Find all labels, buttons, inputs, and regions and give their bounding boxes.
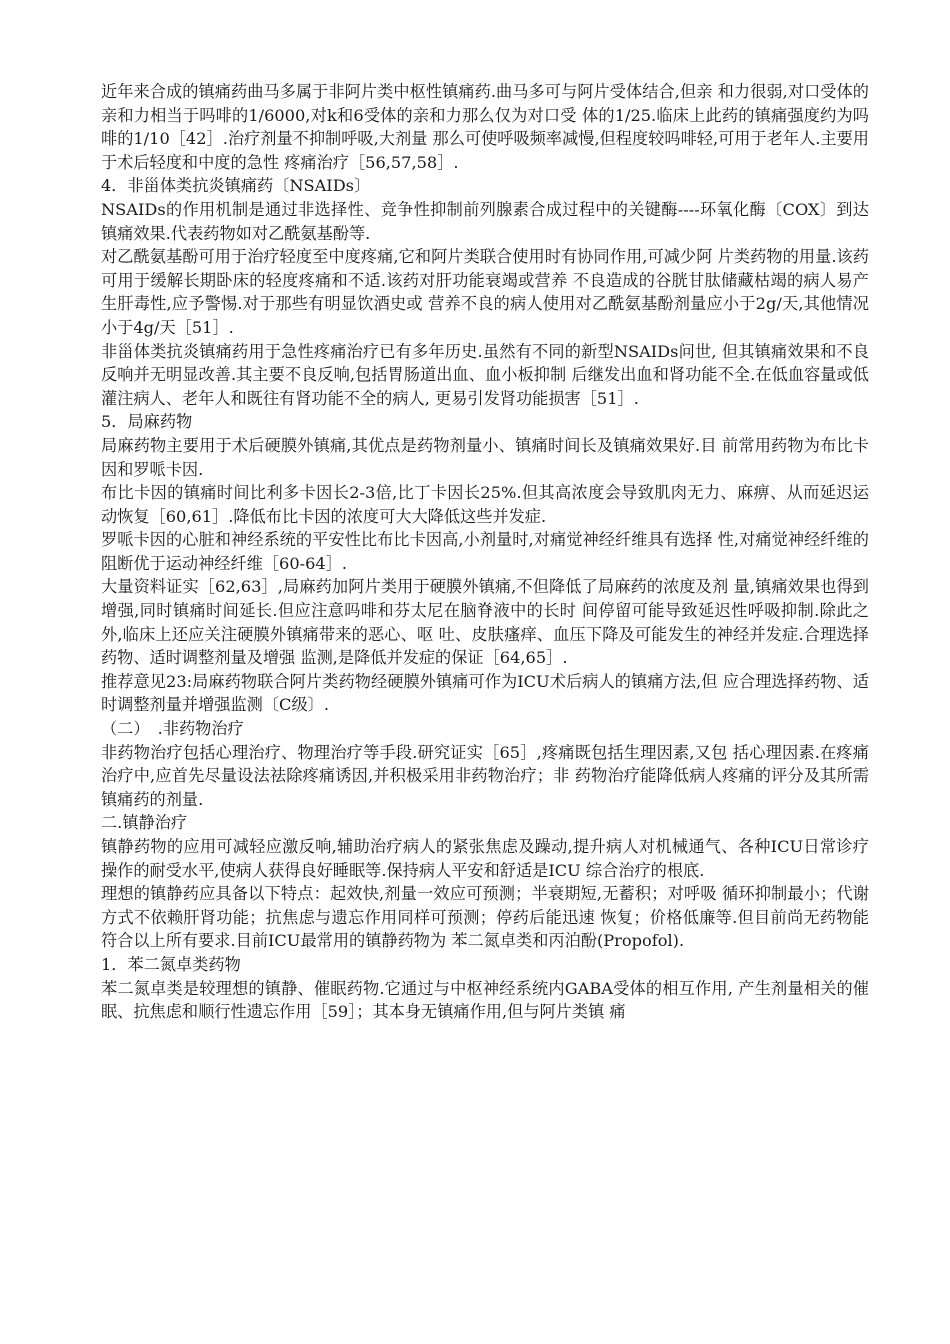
paragraph-nsaids-mechanism: NSAIDs的作用机制是通过非选择性、竞争性抑制前列腺素合成过程中的关键酶----环氧化酶〔COX〕到达镇痛效果.代表药物如对乙酰氨基酚等. xyxy=(101,199,869,243)
paragraph-sedation-intro: 镇静药物的应用可减轻应激反响,辅助治疗病人的紧张焦虑及躁动,提升病人对机械通气、各种ICU日常诊疗操作的耐受水平,使病人获得良好睡眠等.保持病人平安和舒适是ICU 综合治疗的根底. xyxy=(101,837,869,880)
paragraph-ropivacaine: 罗哌卡因的心脏和神经系统的平安性比布比卡因高,小剂量时,对痛觉神经纤维具有选择 性,对痛觉神经纤维的阻断优于运动神经纤维［60-64］. xyxy=(101,530,869,573)
heading-nsaids: 4．非甾体类抗炎镇痛药〔NSAIDs〕 xyxy=(101,176,371,196)
paragraph-recommendation-23: 推荐意见23:局麻药物联合阿片类药物经硬膜外镇痛可作为ICU术后病人的镇痛方法,但 应合理选择药物、适时调整剂量并增强监测〔C级〕. xyxy=(101,671,869,715)
paragraph-benzodiazepines: 苯二氮卓类是较理想的镇静、催眠药物.它通过与中枢神经系统内GABA受体的相互作用, 产生剂量相关的催眠、抗焦虑和顺行性遗忘作用［59］；其本身无镇痛作用,但与阿片类镇 痛 xyxy=(101,978,869,1022)
paragraph-nsaids-effects: 非甾体类抗炎镇痛药用于急性疼痛治疗已有多年历史.虽然有不同的新型NSAIDs问世, 但其镇痛效果和不良反响并无明显改善.其主要不良反响,包括胃肠道出血、血小板抑制 后继发出血和肾功能不全.在低血容量或低灌注病人、老年人和既往有肾功能不全的病人, 更易引发肾功能损害［51］. xyxy=(101,341,869,408)
document-body xyxy=(101,80,869,1024)
paragraph-local-anesthetics: 局麻药物主要用于术后硬膜外镇痛,其优点是药物剂量小、镇痛时间长及镇痛效果好.目 前常用药物为布比卡因和罗哌卡因. xyxy=(101,435,869,479)
paragraph-acetaminophen: 对乙酰氨基酚可用于治疗轻度至中度疼痛,它和阿片类联合使用时有协同作用,可减少阿 片类药物的用量.该药可用于缓解长期卧床的轻度疼痛和不适.该药对肝功能衰竭或营养 不良造成的谷胱甘肽储藏枯竭的病人易产生肝毒性,应予警惕.对于那些有明显饮酒史或 营养不良的病人使用对乙酰氨基酚剂量应小于2g/天,其他情况小于4g/天［51］. xyxy=(101,247,869,337)
paragraph-tramadol: 近年来合成的镇痛药曲马多属于非阿片类中枢性镇痛药.曲马多可与阿片受体结合,但亲 和力很弱,对口受体的亲和力相当于吗啡的1/6000,对k和6受体的亲和力那么仅为对口受 体的1/25.临床上此药的镇痛强度约为吗啡的1/10［42］.治疗剂量不抑制呼吸,大剂量 那么可使呼吸频率减慢,但程度较吗啡轻,可用于老年人.主要用于术后轻度和中度的急性 疼痛治疗［56,57,58］. xyxy=(101,82,869,172)
paragraph-non-drug-therapy: 非药物治疗包括心理治疗、物理治疗等手段.研究证实［65］,疼痛既包括生理因素,又包 括心理因素.在疼痛治疗中,应首先尽量设法祛除疼痛诱因,并积极采用非药物治疗；非 药物治疗能降低病人疼痛的评分及其所需镇痛药的剂量. xyxy=(101,742,869,809)
paragraph-epidural: 大量资料证实［62,63］,局麻药加阿片类用于硬膜外镇痛,不但降低了局麻药的浓度及剂 量,镇痛效果也得到增强,同时镇痛时间延长.但应注意吗啡和芬太尼在脑脊液中的长时 间停留可能导致延迟性呼吸抑制.除此之外,临床上还应关注硬膜外镇痛带来的恶心、呕 吐、皮肤瘙痒、血压下降及可能发生的神经并发症.合理选择药物、适时调整剂量及增强 监测,是降低并发症的保证［64,65］. xyxy=(101,577,869,668)
paragraph-ideal-sedative: 理想的镇静药应具备以下特点：起效快,剂量一效应可预测；半衰期短,无蓄积；对呼吸 循环抑制最小；代谢方式不依赖肝肾功能；抗焦虑与遗忘作用同样可预测；停药后能迅速 恢复；价格低廉等.但目前尚无药物能符合以上所有要求.目前ICU最常用的镇静药物为 苯二氮卓类和丙泊酚(Propofol). xyxy=(101,884,869,951)
paragraph-bupivacaine: 布比卡因的镇痛时间比利多卡因长2-3倍,比丁卡因长25%.但其高浓度会导致肌肉无力、麻痹、从而延迟运动恢复［60,61］.降低布比卡因的浓度可大大降低这些并发症. xyxy=(101,483,869,526)
heading-non-drug-therapy: （二） .非药物治疗 xyxy=(101,719,244,739)
heading-sedation: 二.镇静治疗 xyxy=(101,813,188,833)
heading-benzodiazepines: 1．苯二氮卓类药物 xyxy=(101,954,241,974)
heading-local-anesthetics: 5．局麻药物 xyxy=(101,412,193,432)
